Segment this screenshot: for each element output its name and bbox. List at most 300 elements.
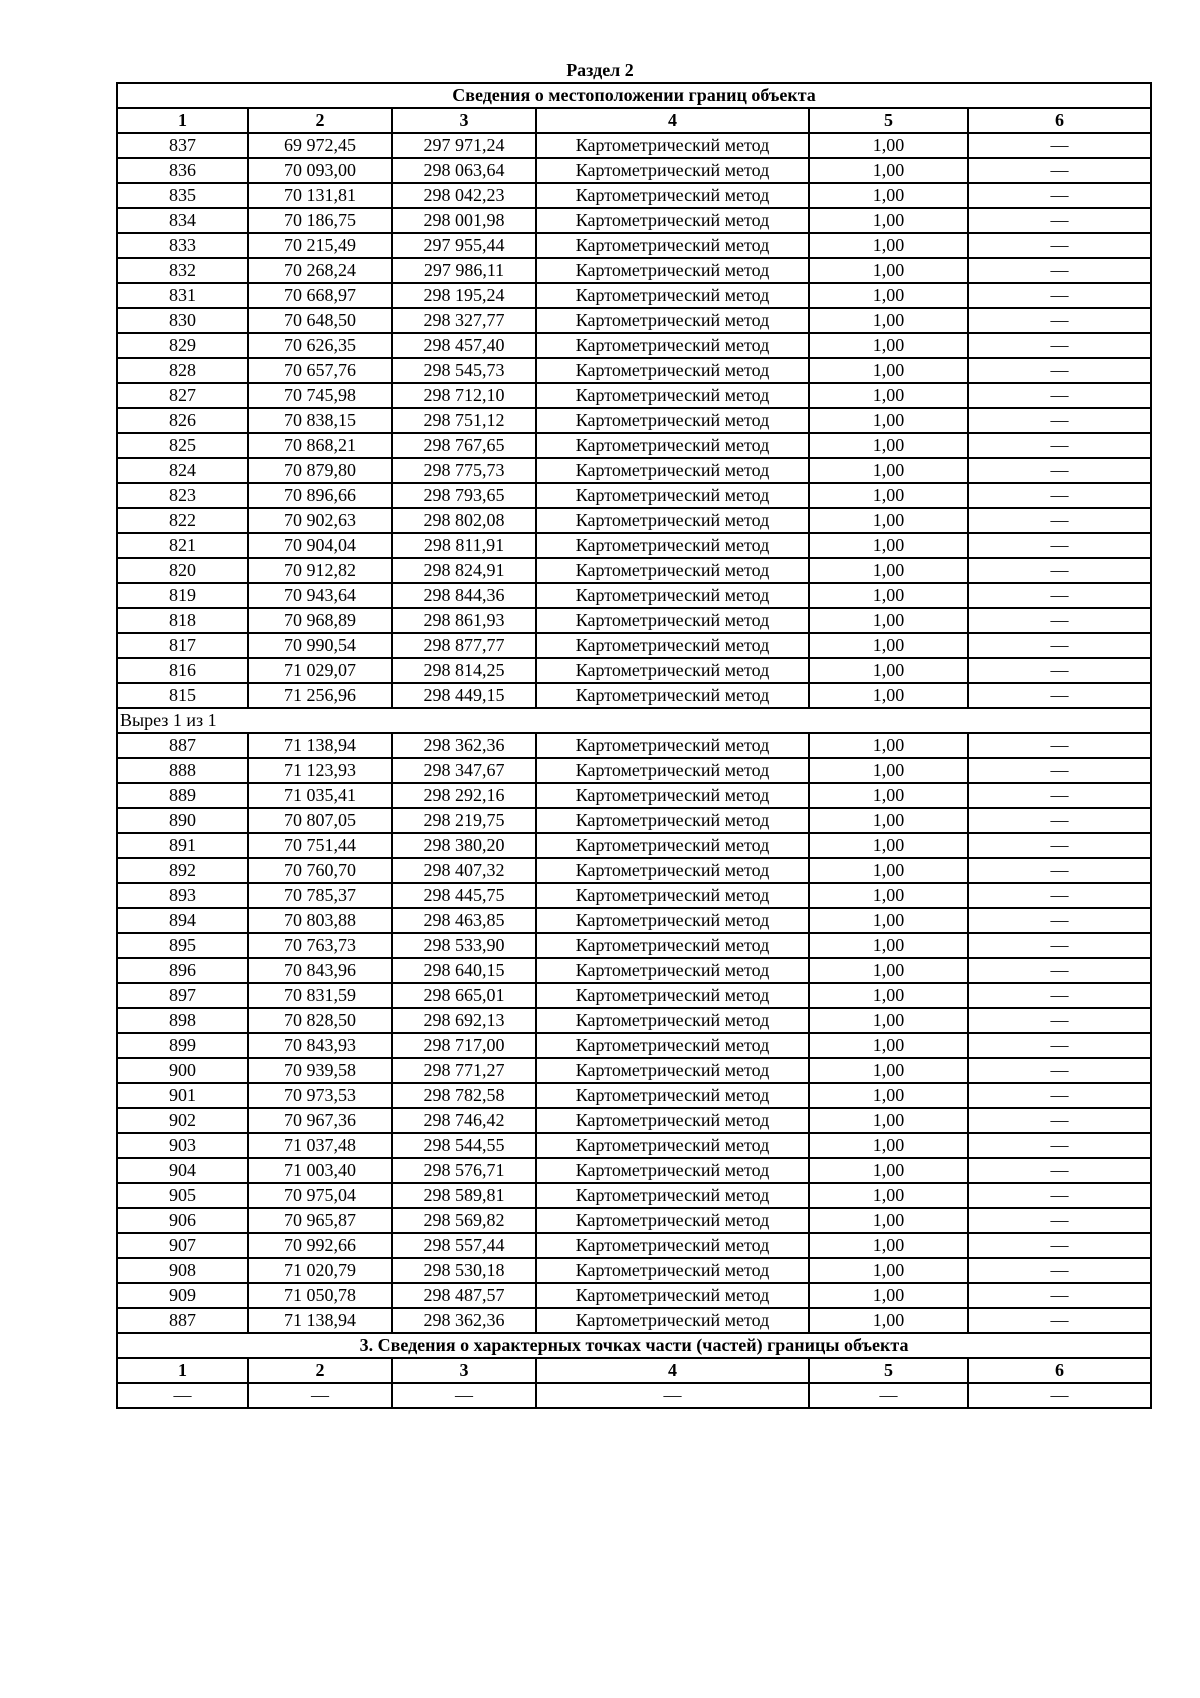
section-title: Раздел 2 [566, 60, 634, 80]
table-row [117, 408, 1151, 433]
table-cell: 70 131,81 [248, 183, 392, 208]
table-cell: 71 123,93 [248, 758, 392, 783]
table-cell: 896 [117, 958, 248, 983]
table-row [117, 883, 1151, 908]
table-cell: — [968, 433, 1151, 458]
table-cell: — [968, 858, 1151, 883]
table-cell: — [117, 1383, 248, 1408]
table-cell: Картометрический метод [536, 983, 809, 1008]
table-cell: 893 [117, 883, 248, 908]
table-cell: — [968, 533, 1151, 558]
table-cell: 297 955,44 [392, 233, 536, 258]
table-cell: — [968, 1183, 1151, 1208]
table-cell: 887 [117, 1308, 248, 1333]
table-cell: 298 717,00 [392, 1033, 536, 1058]
table-cell: Картометрический метод [536, 1133, 809, 1158]
table-cell: 1,00 [809, 683, 968, 708]
table-cell: 1,00 [809, 1308, 968, 1333]
table-cell: 71 003,40 [248, 1158, 392, 1183]
table-cell: 905 [117, 1183, 248, 1208]
cutout-row [117, 708, 1151, 733]
table-cell: 298 063,64 [392, 158, 536, 183]
table-cell: 1,00 [809, 158, 968, 183]
table-cell: 890 [117, 808, 248, 833]
table-cell: 906 [117, 1208, 248, 1233]
table-cell: — [968, 1008, 1151, 1033]
table-cell: 71 256,96 [248, 683, 392, 708]
table-row [117, 958, 1151, 983]
table-row [117, 308, 1151, 333]
table-cell: 298 407,32 [392, 858, 536, 883]
table-cell: 1,00 [809, 508, 968, 533]
table-cell: 1,00 [809, 958, 968, 983]
table-row [117, 583, 1151, 608]
table-cell: — [968, 208, 1151, 233]
table-row [117, 1133, 1151, 1158]
column-header: 2 [248, 1358, 392, 1383]
table-cell: 898 [117, 1008, 248, 1033]
table-cell: Картометрический метод [536, 808, 809, 833]
table-cell: 70 760,70 [248, 858, 392, 883]
table-cell: 1,00 [809, 633, 968, 658]
table-cell: 298 665,01 [392, 983, 536, 1008]
table-cell: 904 [117, 1158, 248, 1183]
table-cell: 70 912,82 [248, 558, 392, 583]
table-cell: Картометрический метод [536, 758, 809, 783]
table-cell: 298 487,57 [392, 1283, 536, 1308]
table-row [117, 508, 1151, 533]
table-cell: 836 [117, 158, 248, 183]
table-row [117, 1158, 1151, 1183]
table-cell: 71 138,94 [248, 1308, 392, 1333]
table-cell: Картометрический метод [536, 183, 809, 208]
table-cell: 1,00 [809, 283, 968, 308]
table-cell: Картометрический метод [536, 633, 809, 658]
table-cell: 1,00 [809, 1083, 968, 1108]
table-cell: — [968, 358, 1151, 383]
table-cell: 1,00 [809, 808, 968, 833]
table-cell: Картометрический метод [536, 933, 809, 958]
table-cell: 888 [117, 758, 248, 783]
table-cell: 1,00 [809, 758, 968, 783]
table-cell: 1,00 [809, 408, 968, 433]
table-cell: 897 [117, 983, 248, 1008]
table-cell: 1,00 [809, 883, 968, 908]
table-cell: 71 020,79 [248, 1258, 392, 1283]
table-cell: 1,00 [809, 458, 968, 483]
table-cell: 298 824,91 [392, 558, 536, 583]
table-cell: Картометрический метод [536, 858, 809, 883]
table-cell: 298 457,40 [392, 333, 536, 358]
table-cell: — [968, 558, 1151, 583]
table-cell: Картометрический метод [536, 1258, 809, 1283]
table-cell: 1,00 [809, 133, 968, 158]
table-cell: 833 [117, 233, 248, 258]
table-cell: 1,00 [809, 1258, 968, 1283]
table-cell: 71 029,07 [248, 658, 392, 683]
table-cell: 298 802,08 [392, 508, 536, 533]
table-cell: 70 967,36 [248, 1108, 392, 1133]
table-cell: 298 861,93 [392, 608, 536, 633]
table-cell: — [968, 1058, 1151, 1083]
table-cell: 297 986,11 [392, 258, 536, 283]
table-cell: 70 215,49 [248, 233, 392, 258]
table-cell: 298 347,67 [392, 758, 536, 783]
table-cell: 1,00 [809, 1033, 968, 1058]
table-cell: 1,00 [809, 183, 968, 208]
table-row [117, 358, 1151, 383]
table-cell: Картометрический метод [536, 783, 809, 808]
column-header: 5 [809, 1358, 968, 1383]
table-cell: — [968, 508, 1151, 533]
table-cell: 298 782,58 [392, 1083, 536, 1108]
table-cell: 830 [117, 308, 248, 333]
table-row [117, 833, 1151, 858]
table-cell: 1,00 [809, 383, 968, 408]
table-cell: Картометрический метод [536, 1108, 809, 1133]
table-row [117, 783, 1151, 808]
table-row [117, 458, 1151, 483]
table-cell: 298 445,75 [392, 883, 536, 908]
table-cell: 820 [117, 558, 248, 583]
column-header: 2 [248, 108, 392, 133]
table-cell: — [968, 1208, 1151, 1233]
table-cell: 1,00 [809, 433, 968, 458]
table-cell: Картометрический метод [536, 1308, 809, 1333]
table-cell: — [809, 1383, 968, 1408]
table-cell: — [968, 458, 1151, 483]
table-cell: Картометрический метод [536, 408, 809, 433]
table-cell: 895 [117, 933, 248, 958]
table-cell: 1,00 [809, 1208, 968, 1233]
table-cell: — [968, 658, 1151, 683]
table-cell: — [968, 608, 1151, 633]
column-header: 1 [117, 108, 248, 133]
table-cell: 70 268,24 [248, 258, 392, 283]
table-cell: 70 807,05 [248, 808, 392, 833]
table-cell: — [968, 258, 1151, 283]
table-cell: Картометрический метод [536, 233, 809, 258]
table-cell: 70 939,58 [248, 1058, 392, 1083]
section3-data-row [117, 1383, 1151, 1408]
table-cell: 70 975,04 [248, 1183, 392, 1208]
table-cell: — [968, 1158, 1151, 1183]
table-cell: 903 [117, 1133, 248, 1158]
column-header: 5 [809, 108, 968, 133]
table-cell: — [968, 883, 1151, 908]
table-cell: — [968, 158, 1151, 183]
table-cell: Картометрический метод [536, 158, 809, 183]
table-cell: 298 292,16 [392, 783, 536, 808]
table-cell: 821 [117, 533, 248, 558]
table-cell: Картометрический метод [536, 583, 809, 608]
table-cell: — [968, 183, 1151, 208]
table-row [117, 433, 1151, 458]
table-cell: 70 668,97 [248, 283, 392, 308]
table-cell: 902 [117, 1108, 248, 1133]
table-cell: 817 [117, 633, 248, 658]
table-row [117, 1283, 1151, 1308]
table-cell: 70 626,35 [248, 333, 392, 358]
table-cell: — [968, 1308, 1151, 1333]
table-cell: 1,00 [809, 1133, 968, 1158]
table-row [117, 633, 1151, 658]
table-cell: 894 [117, 908, 248, 933]
table-cell: — [968, 983, 1151, 1008]
table-cell: 70 902,63 [248, 508, 392, 533]
table-cell: 298 746,42 [392, 1108, 536, 1133]
table-row [117, 683, 1151, 708]
table-cell: 70 992,66 [248, 1233, 392, 1258]
table-cell: Картометрический метод [536, 258, 809, 283]
table-cell: — [968, 1233, 1151, 1258]
table-cell: 1,00 [809, 483, 968, 508]
table-cell: Картометрический метод [536, 533, 809, 558]
table-cell: Картометрический метод [536, 1233, 809, 1258]
table-cell: 892 [117, 858, 248, 883]
table-row [117, 1183, 1151, 1208]
column-header: 1 [117, 1358, 248, 1383]
table-cell: 837 [117, 133, 248, 158]
table-cell: 1,00 [809, 608, 968, 633]
table-cell: — [968, 808, 1151, 833]
table-cell: 298 449,15 [392, 683, 536, 708]
table-cell: 891 [117, 833, 248, 858]
table-row [117, 1108, 1151, 1133]
table-cell: 1,00 [809, 983, 968, 1008]
table-cell: 816 [117, 658, 248, 683]
table-cell: — [536, 1383, 809, 1408]
table-cell: — [968, 133, 1151, 158]
table-cell: 825 [117, 433, 248, 458]
table-cell: — [968, 333, 1151, 358]
table-row [117, 933, 1151, 958]
table-cell: 1,00 [809, 308, 968, 333]
table-cell: 298 775,73 [392, 458, 536, 483]
table-cell: 1,00 [809, 233, 968, 258]
table-row [117, 908, 1151, 933]
table-cell: — [968, 583, 1151, 608]
table-cell: 908 [117, 1258, 248, 1283]
table-cell: 70 973,53 [248, 1083, 392, 1108]
table-cell: 298 545,73 [392, 358, 536, 383]
table-cell: 899 [117, 1033, 248, 1058]
table-row [117, 1083, 1151, 1108]
table-cell: 829 [117, 333, 248, 358]
table-cell: 1,00 [809, 1158, 968, 1183]
column-header: 3 [392, 108, 536, 133]
column-header: 3 [392, 1358, 536, 1383]
table-cell: 298 576,71 [392, 1158, 536, 1183]
table-cell: 901 [117, 1083, 248, 1108]
table-cell: — [968, 1033, 1151, 1058]
table-cell: — [968, 233, 1151, 258]
table-title-row [117, 83, 1151, 108]
table-row [117, 283, 1151, 308]
table-cell: — [968, 633, 1151, 658]
table-row [117, 383, 1151, 408]
table-cell: 298 751,12 [392, 408, 536, 433]
table-cell: 1,00 [809, 858, 968, 883]
table-cell: 826 [117, 408, 248, 433]
table-cell: 900 [117, 1058, 248, 1083]
table-cell: 70 785,37 [248, 883, 392, 908]
table-cell: Картометрический метод [536, 1208, 809, 1233]
table-cell: 298 692,13 [392, 1008, 536, 1033]
table-cell: Картометрический метод [536, 208, 809, 233]
table-cell: 1,00 [809, 1233, 968, 1258]
table-cell: 832 [117, 258, 248, 283]
table-cell: 70 843,96 [248, 958, 392, 983]
table-cell: 1,00 [809, 258, 968, 283]
table-cell: 70 990,54 [248, 633, 392, 658]
table-cell: 1,00 [809, 583, 968, 608]
table-cell: Картометрический метод [536, 833, 809, 858]
table-cell: Картометрический метод [536, 908, 809, 933]
section3-title-row [117, 1333, 1151, 1358]
table-cell: 889 [117, 783, 248, 808]
table-cell: Картометрический метод [536, 1183, 809, 1208]
table-cell: 70 763,73 [248, 933, 392, 958]
table-cell: 828 [117, 358, 248, 383]
table-cell: — [968, 1133, 1151, 1158]
header-row [117, 108, 1151, 133]
table-row [117, 533, 1151, 558]
table-cell: 70 968,89 [248, 608, 392, 633]
table-cell: 1,00 [809, 933, 968, 958]
table-row [117, 758, 1151, 783]
table-cell: 70 943,64 [248, 583, 392, 608]
table-cell: 298 530,18 [392, 1258, 536, 1283]
table-cell: 1,00 [809, 1058, 968, 1083]
table-cell: 70 093,00 [248, 158, 392, 183]
column-header: 4 [536, 1358, 809, 1383]
table-row [117, 983, 1151, 1008]
table-cell: 298 814,25 [392, 658, 536, 683]
table-cell: 822 [117, 508, 248, 533]
table-cell: 298 793,65 [392, 483, 536, 508]
table-row [117, 483, 1151, 508]
table-cell: — [968, 833, 1151, 858]
table-cell: 831 [117, 283, 248, 308]
table-row [117, 608, 1151, 633]
table-cell: 70 896,66 [248, 483, 392, 508]
table-cell: 298 533,90 [392, 933, 536, 958]
table-cell: Картометрический метод [536, 283, 809, 308]
table-cell: Картометрический метод [536, 1283, 809, 1308]
table-cell: — [968, 733, 1151, 758]
table-cell: 824 [117, 458, 248, 483]
table-cell: Картометрический метод [536, 358, 809, 383]
table-cell: — [968, 933, 1151, 958]
section3-title: 3. Сведения о характерных точках части (частей) границы объекта [117, 1333, 1151, 1358]
table-cell: 1,00 [809, 733, 968, 758]
table-cell: 70 904,04 [248, 533, 392, 558]
table-cell: Картометрический метод [536, 383, 809, 408]
table-cell: 1,00 [809, 333, 968, 358]
table-cell: 70 648,50 [248, 308, 392, 333]
column-header: 6 [968, 108, 1151, 133]
table-cell: 70 828,50 [248, 1008, 392, 1033]
table-cell: Картометрический метод [536, 1008, 809, 1033]
table-cell: 298 811,91 [392, 533, 536, 558]
table-row [117, 183, 1151, 208]
table-row [117, 158, 1151, 183]
section3-header-row [117, 1358, 1151, 1383]
table-row [117, 233, 1151, 258]
table-cell: Картометрический метод [536, 133, 809, 158]
table-row [117, 858, 1151, 883]
table-cell: Картометрический метод [536, 483, 809, 508]
table-cell: 835 [117, 183, 248, 208]
table-cell: 298 327,77 [392, 308, 536, 333]
table-cell: 815 [117, 683, 248, 708]
table-cell: Картометрический метод [536, 1158, 809, 1183]
table-cell: 70 186,75 [248, 208, 392, 233]
table-cell: Картометрический метод [536, 433, 809, 458]
table-cell: Картометрический метод [536, 1033, 809, 1058]
table-cell: — [968, 1108, 1151, 1133]
table-cell: Картометрический метод [536, 658, 809, 683]
table-cell: — [968, 408, 1151, 433]
table-cell: 1,00 [809, 1008, 968, 1033]
table-cell: Картометрический метод [536, 883, 809, 908]
table-cell: Картометрический метод [536, 958, 809, 983]
table-cell: 1,00 [809, 558, 968, 583]
table-cell: 71 037,48 [248, 1133, 392, 1158]
table-cell: — [968, 1258, 1151, 1283]
table-cell: 819 [117, 583, 248, 608]
table-cell: 1,00 [809, 208, 968, 233]
table-cell: 298 712,10 [392, 383, 536, 408]
table-row [117, 208, 1151, 233]
table-row [117, 1058, 1151, 1083]
table-cell: 1,00 [809, 1108, 968, 1133]
table-cell: 907 [117, 1233, 248, 1258]
table-cell: — [968, 783, 1151, 808]
table-cell: 823 [117, 483, 248, 508]
table-title: Сведения о местоположении границ объекта [117, 83, 1151, 108]
boundary-table [116, 82, 1152, 1409]
table-row [117, 1208, 1151, 1233]
table-cell: 298 640,15 [392, 958, 536, 983]
table-row [117, 1308, 1151, 1333]
table-cell: 71 138,94 [248, 733, 392, 758]
table-cell: 1,00 [809, 1183, 968, 1208]
table-row [117, 1258, 1151, 1283]
table-cell: — [968, 758, 1151, 783]
table-cell: — [968, 958, 1151, 983]
table-row [117, 558, 1151, 583]
table-cell: 70 838,15 [248, 408, 392, 433]
table-cell: 298 219,75 [392, 808, 536, 833]
table-cell: — [968, 308, 1151, 333]
table-cell: 69 972,45 [248, 133, 392, 158]
table-cell: — [968, 1383, 1151, 1408]
table-cell: Картометрический метод [536, 308, 809, 333]
table-cell: 70 879,80 [248, 458, 392, 483]
table-cell: 70 843,93 [248, 1033, 392, 1058]
table-cell: Картометрический метод [536, 333, 809, 358]
table-cell: 298 544,55 [392, 1133, 536, 1158]
table-row [117, 1008, 1151, 1033]
table-row [117, 658, 1151, 683]
table-row [117, 1233, 1151, 1258]
table-cell: — [248, 1383, 392, 1408]
table-cell: 298 569,82 [392, 1208, 536, 1233]
table-row [117, 1033, 1151, 1058]
table-cell: — [968, 683, 1151, 708]
